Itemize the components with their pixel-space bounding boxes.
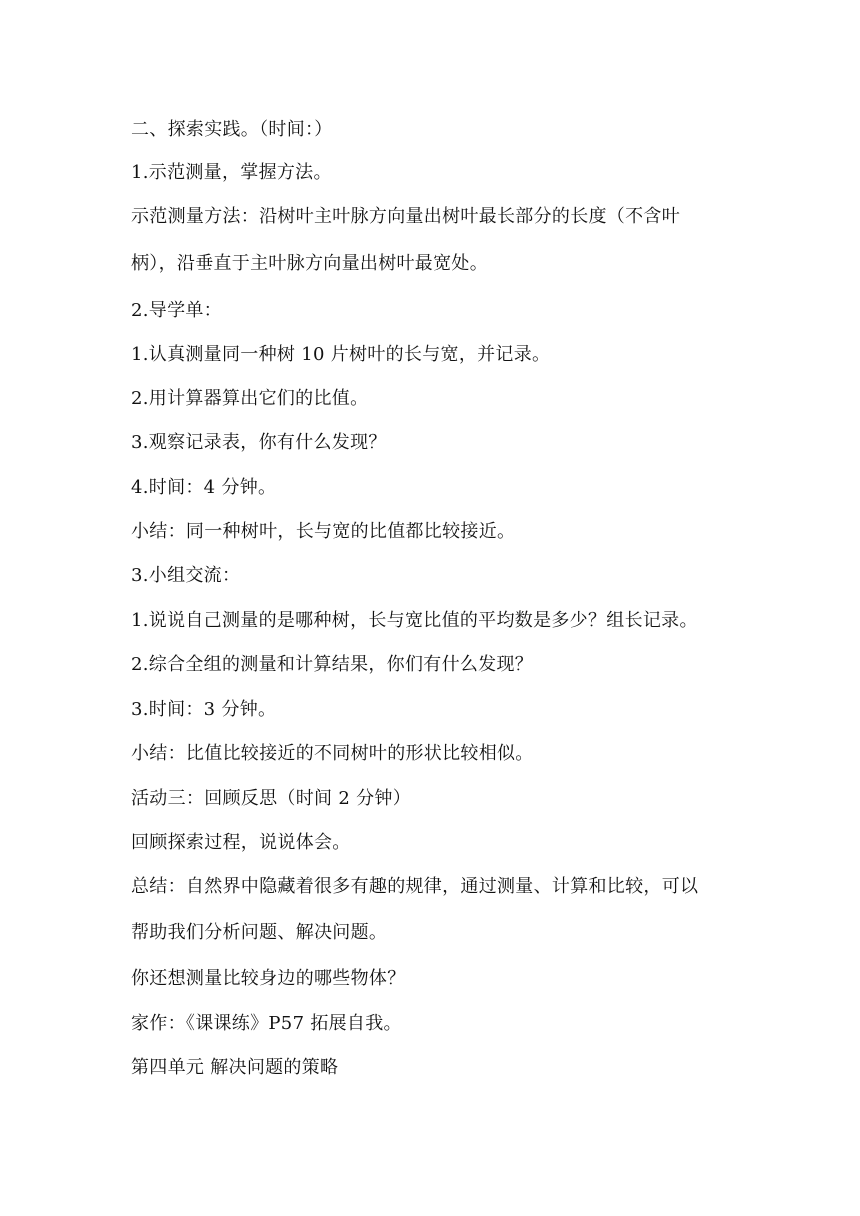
text-line: 1.认真测量同一种树 10 片树叶的长与宽，并记录。 bbox=[131, 344, 551, 365]
text-line: 4.时间：4 分钟。 bbox=[131, 477, 277, 498]
text-line: 帮助我们分析问题、解决问题。 bbox=[131, 922, 388, 943]
text-line: 1.说说自己测量的是哪种树，长与宽比值的平均数是多少？组长记录。 bbox=[131, 610, 698, 631]
text-line: 总结：自然界中隐藏着很多有趣的规律，通过测量、计算和比较，可以 bbox=[131, 876, 699, 897]
text-line: 你还想测量比较身边的哪些物体？ bbox=[131, 968, 406, 989]
text-line: 回顾探索过程，说说体会。 bbox=[131, 832, 351, 853]
text-line: 1.示范测量，掌握方法。 bbox=[131, 162, 332, 183]
text-line: 3.观察记录表，你有什么发现？ bbox=[131, 432, 387, 453]
homework-line: 家作：《课课练》P57 拓展自我。 bbox=[131, 1013, 402, 1034]
text-line: 示范测量方法：沿树叶主叶脉方向量出树叶最长部分的长度（不含叶 bbox=[131, 206, 680, 227]
text-line: 2.导学单： bbox=[131, 300, 222, 321]
summary-line: 小结：同一种树叶，长与宽的比值都比较接近。 bbox=[131, 521, 516, 542]
activity-heading: 活动三：回顾反思（时间 2 分钟） bbox=[131, 788, 411, 809]
text-line: 2.综合全组的测量和计算结果，你们有什么发现？ bbox=[131, 654, 534, 675]
text-line: 3.时间：3 分钟。 bbox=[131, 699, 277, 720]
section-heading-explore: 二、探索实践。（时间：） bbox=[131, 119, 333, 140]
text-line: 柄），沿垂直于主叶脉方向量出树叶最宽处。 bbox=[131, 253, 488, 274]
text-line: 2.用计算器算出它们的比值。 bbox=[131, 388, 369, 409]
text-line: 3.小组交流： bbox=[131, 565, 241, 586]
unit-heading: 第四单元 解决问题的策略 bbox=[131, 1057, 339, 1078]
summary-line: 小结：比值比较接近的不同树叶的形状比较相似。 bbox=[131, 743, 534, 764]
